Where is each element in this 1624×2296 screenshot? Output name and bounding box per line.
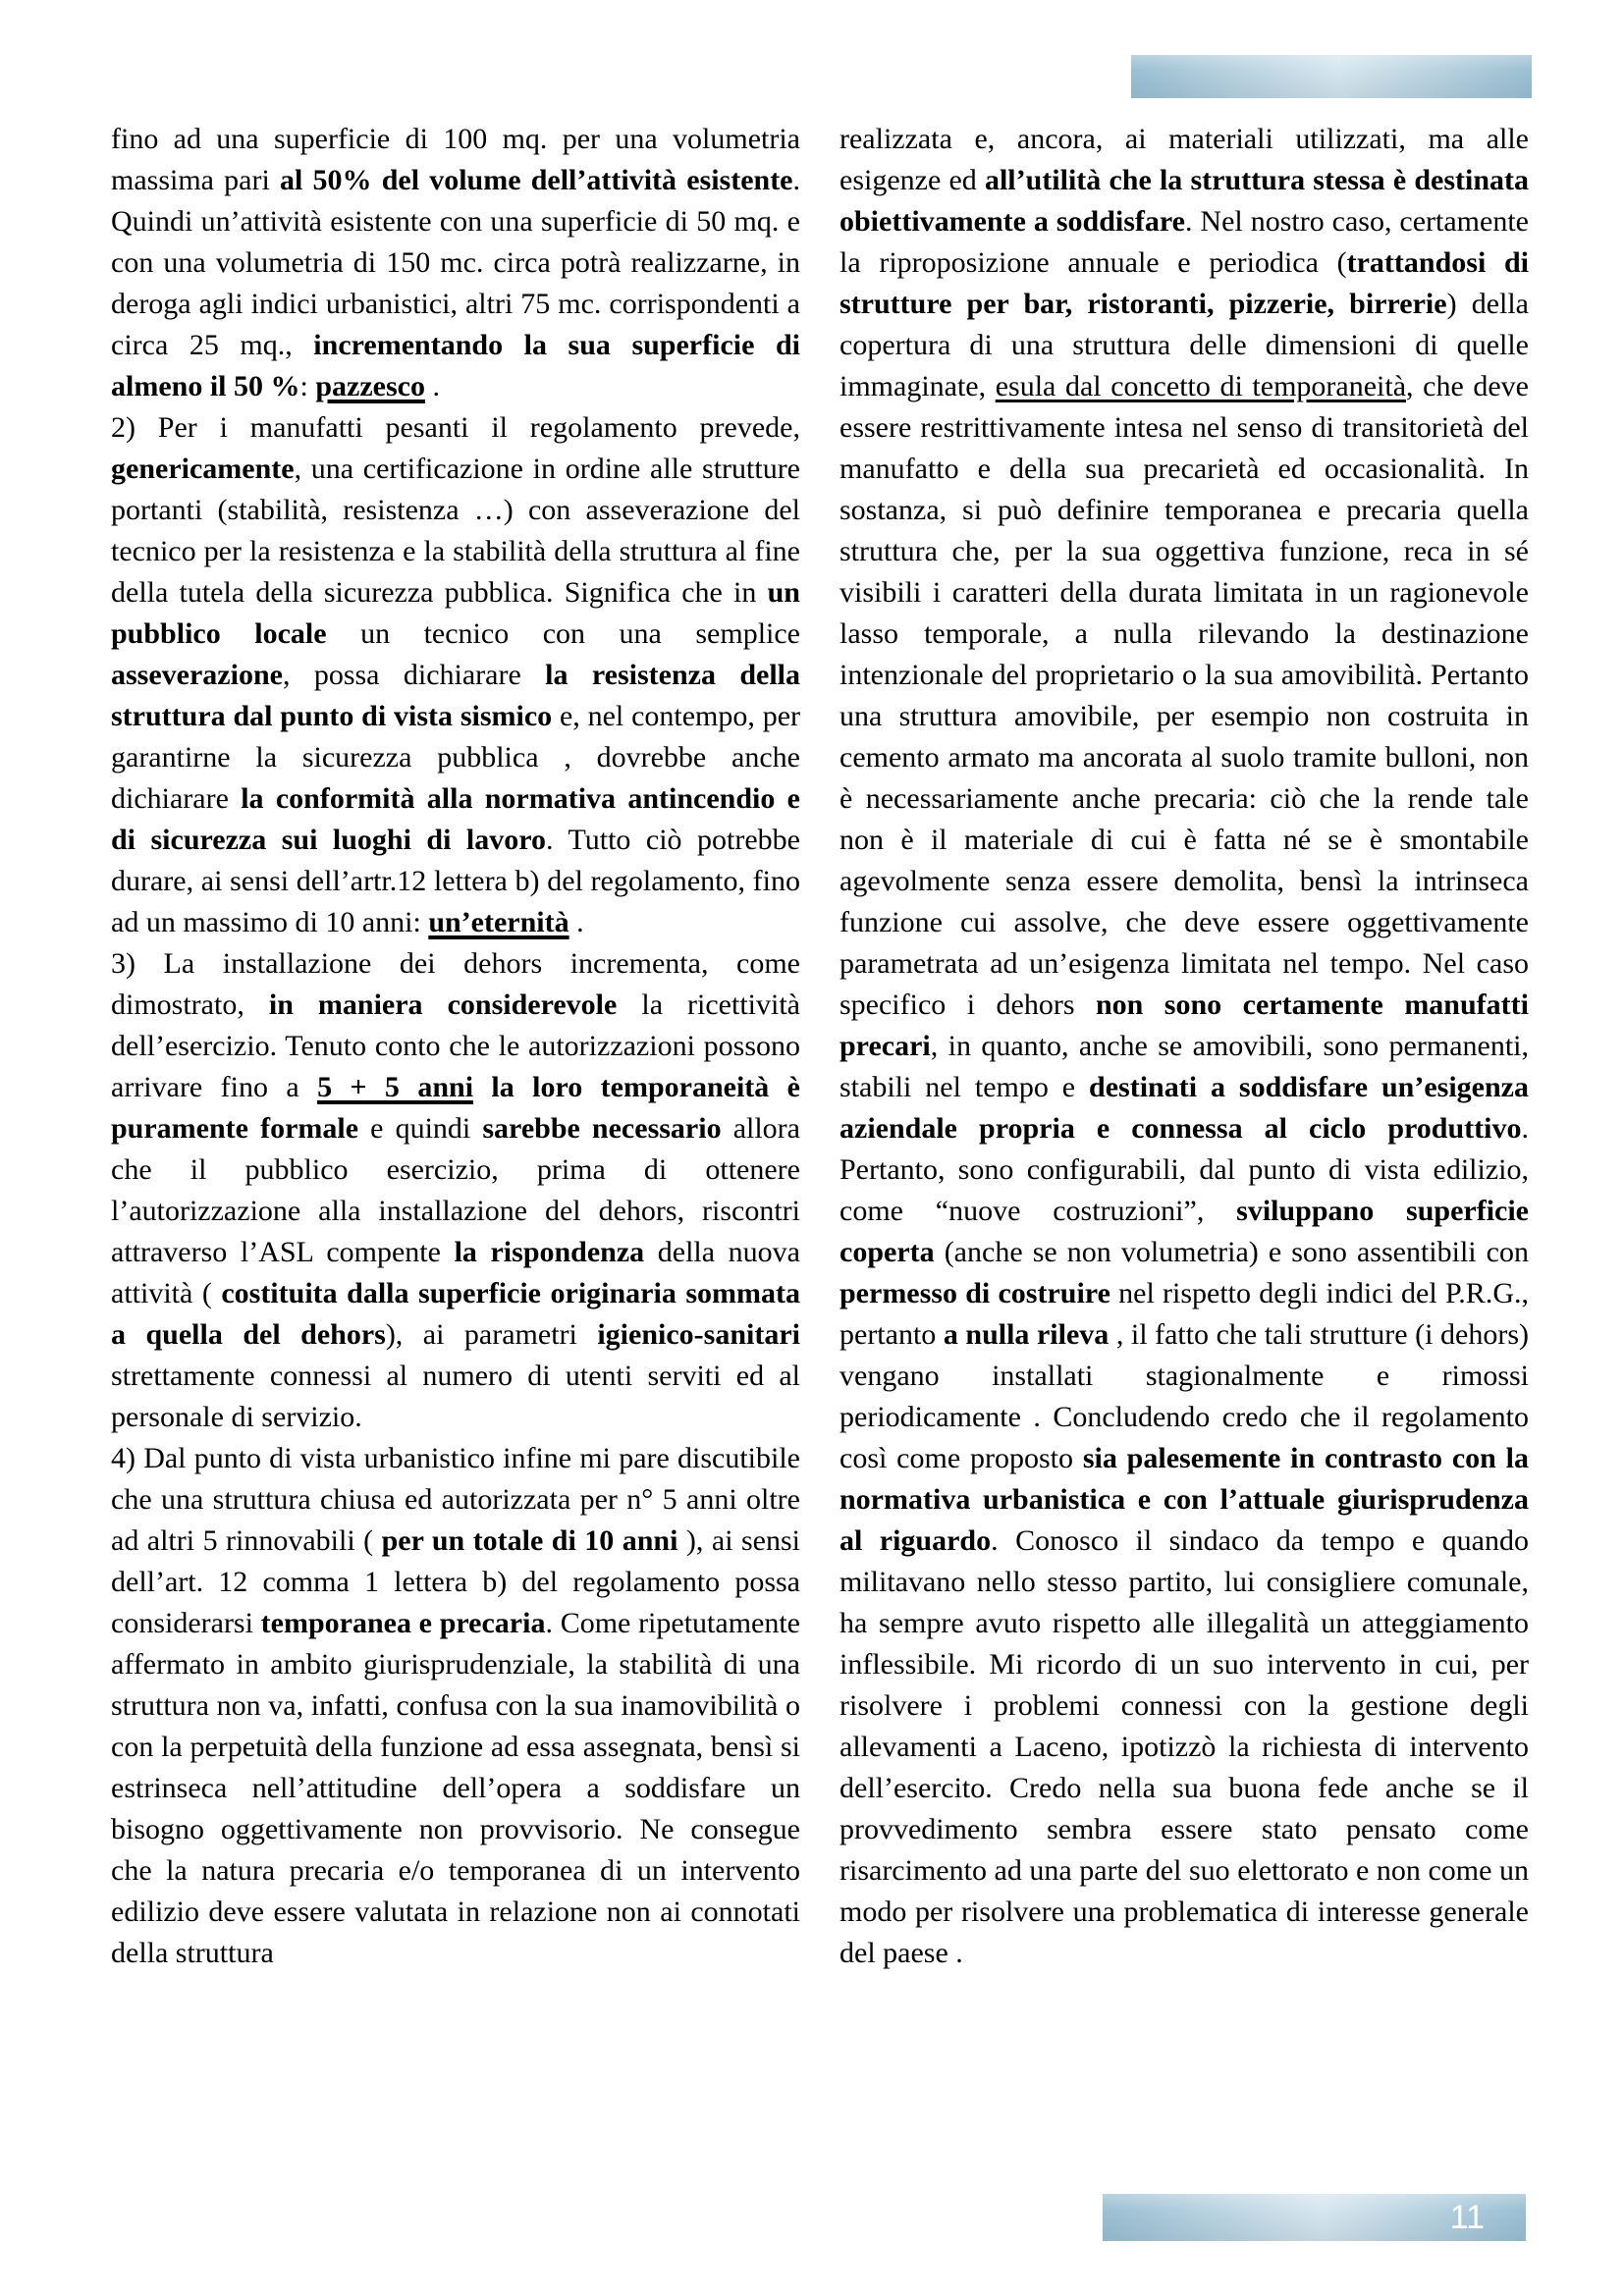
right-column: [839, 119, 1529, 1974]
paragraph-2: 2) Per i manufatti pesanti il regolamento prevede, genericamente, una certificazione in ordine alle strutture portanti (stabilità, resistenza …) con asseverazione del tecnico per la resistenza e la stabilità della struttura al fine della tutela della sicurezza pubblica. Significa che in un pubblico locale un tecnico con una semplice asseverazione, possa dichiarare la resistenza della struttura dal punto di vista sismico e, nel contempo, per garantirne la sicurezza pubblica , dovrebbe anche dichiarare la conformità alla normativa antincendio e di sicurezza sui luoghi di lavoro. Tutto ciò potrebbe durare, ai sensi dell’artr.12 lettera b) del regolamento, fino ad un massimo di 10 anni: un’eternità .: [111, 411, 800, 938]
left-column: [111, 119, 800, 1974]
paragraph-1: fino ad una superficie di 100 mq. per una volumetria massima pari al 50% del volume dell’attività esistente. Quindi un’attività esistente con una superficie di 50 mq. e con una volumetria di 150 mc. circa potrà realizzarne, in deroga agli indici urbanistici, altri 75 mc. corrispondenti a circa 25 mq., incrementando la sua superficie di almeno il 50 %: pazzesco .: [111, 123, 800, 402]
two-column-text-body: [111, 119, 1530, 1974]
paragraph-5: realizzata e, ancora, ai materiali utilizzati, ma alle esigenze ed all’utilità che la struttura stessa è destinata obiettivamente a soddisfare. Nel nostro caso, certamente la riproposizione annuale e periodica (trattandosi di strutture per bar, ristoranti, pizzerie, birrerie) della copertura di una struttura delle dimensioni di quelle immaginate, esula dal concetto di temporaneità, che deve essere restrittivamente intesa nel senso di transitorietà del manufatto e della sua precarietà ed occasionalità. In sostanza, si può definire temporanea e precaria quella struttura che, per la sua oggettiva funzione, reca in sé visibili i caratteri della durata limitata in un ragionevole lasso temporale, a nulla rilevando la destinazione intenzionale del proprietario o la sua amovibilità. Pertanto una struttura amovibile, per esempio non costruita in cemento armato ma ancorata al suolo tramite bulloni, non è necessariamente anche precaria: ciò che la rende tale non è il materiale di cui è fatta né se è smontabile agevolmente senza essere demolita, bensì la intrinseca funzione cui assolve, che deve essere oggettivamente parametrata ad un’esigenza limitata nel tempo. Nel caso specifico i dehors non sono certamente manufatti precari, in quanto, anche se amovibili, sono permanenti, stabili nel tempo e destinati a soddisfare un’esigenza aziendale propria e connessa al ciclo produttivo. Pertanto, sono configurabili, dal punto di vista edilizio, come “nuove costruzioni”, sviluppano superficie coperta (anche se non volumetria) e sono assentibili con permesso di costruire nel rispetto degli indici del P.R.G., pertanto a nulla rileva , il fatto che tali strutture (i dehors) vengano installati stagionalmente e rimossi periodicamente . Concludendo credo che il regolamento così come proposto sia palesemente in contrasto con la normativa urbanistica e con l’attuale giurisprudenza al riguardo. Conosco il sindaco da tempo e quando militavano nello stesso partito, lui consigliere comunale, ha sempre avuto rispetto alle illegalità un atteggiamento inflessibile. Mi ricordo di un suo intervento in cui, per risolvere i problemi connessi con la gestione degli allevamenti a Laceno, ipotizzò la richiesta di intervento dell’esercito. Credo nella sua buona fede anche se il provvedimento sembra essere stato pensato come risarcimento ad una parte del suo elettorato e non come un modo per risolvere una problematica di interesse generale del paese .: [839, 123, 1530, 1969]
paragraph-4: 4) Dal punto di vista urbanistico infine mi pare discutibile che una struttura chiusa ed autorizzata per n° 5 anni oltre ad altri 5 rinnovabili ( per un totale di 10 anni ), ai sensi dell’art. 12 comma 1 lettera b) del regolamento possa considerarsi temporanea e precaria. Come ripetutamente affermato in ambito giurisprudenziale, la stabilità di una struttura non va, infatti, confusa con la sua inamovibilità o con la perpetuità della funzione ad essa assegnata, bensì si estrinseca nell’attitudine dell’opera a soddisfare un bisogno oggettivamente non provvisorio. Ne consegue che la natura precaria e/o temporanea di un intervento edilizio deve essere valutata in relazione non ai connotati della struttura: [111, 1442, 800, 1969]
header-accent-band: [1131, 55, 1532, 98]
page-number: 11: [1449, 2199, 1485, 2236]
paragraph-3: 3) La installazione dei dehors incrementa, come dimostrato, in maniera considerevole la ricettività dell’esercizio. Tenuto conto che le autorizzazioni possono arrivare fino a 5 + 5 anni la loro temporaneità è puramente formale e quindi sarebbe necessario allora che il pubblico esercizio, prima di ottenere l’autorizzazione alla installazione del dehors, riscontri attraverso l’ASL compente la rispondenza della nuova attività ( costituita dalla superficie originaria sommata a quella del dehors), ai parametri igienico-sanitari strettamente connessi al numero di utenti serviti ed al personale di servizio.: [111, 947, 800, 1433]
footer-accent-band: [1103, 2194, 1526, 2241]
